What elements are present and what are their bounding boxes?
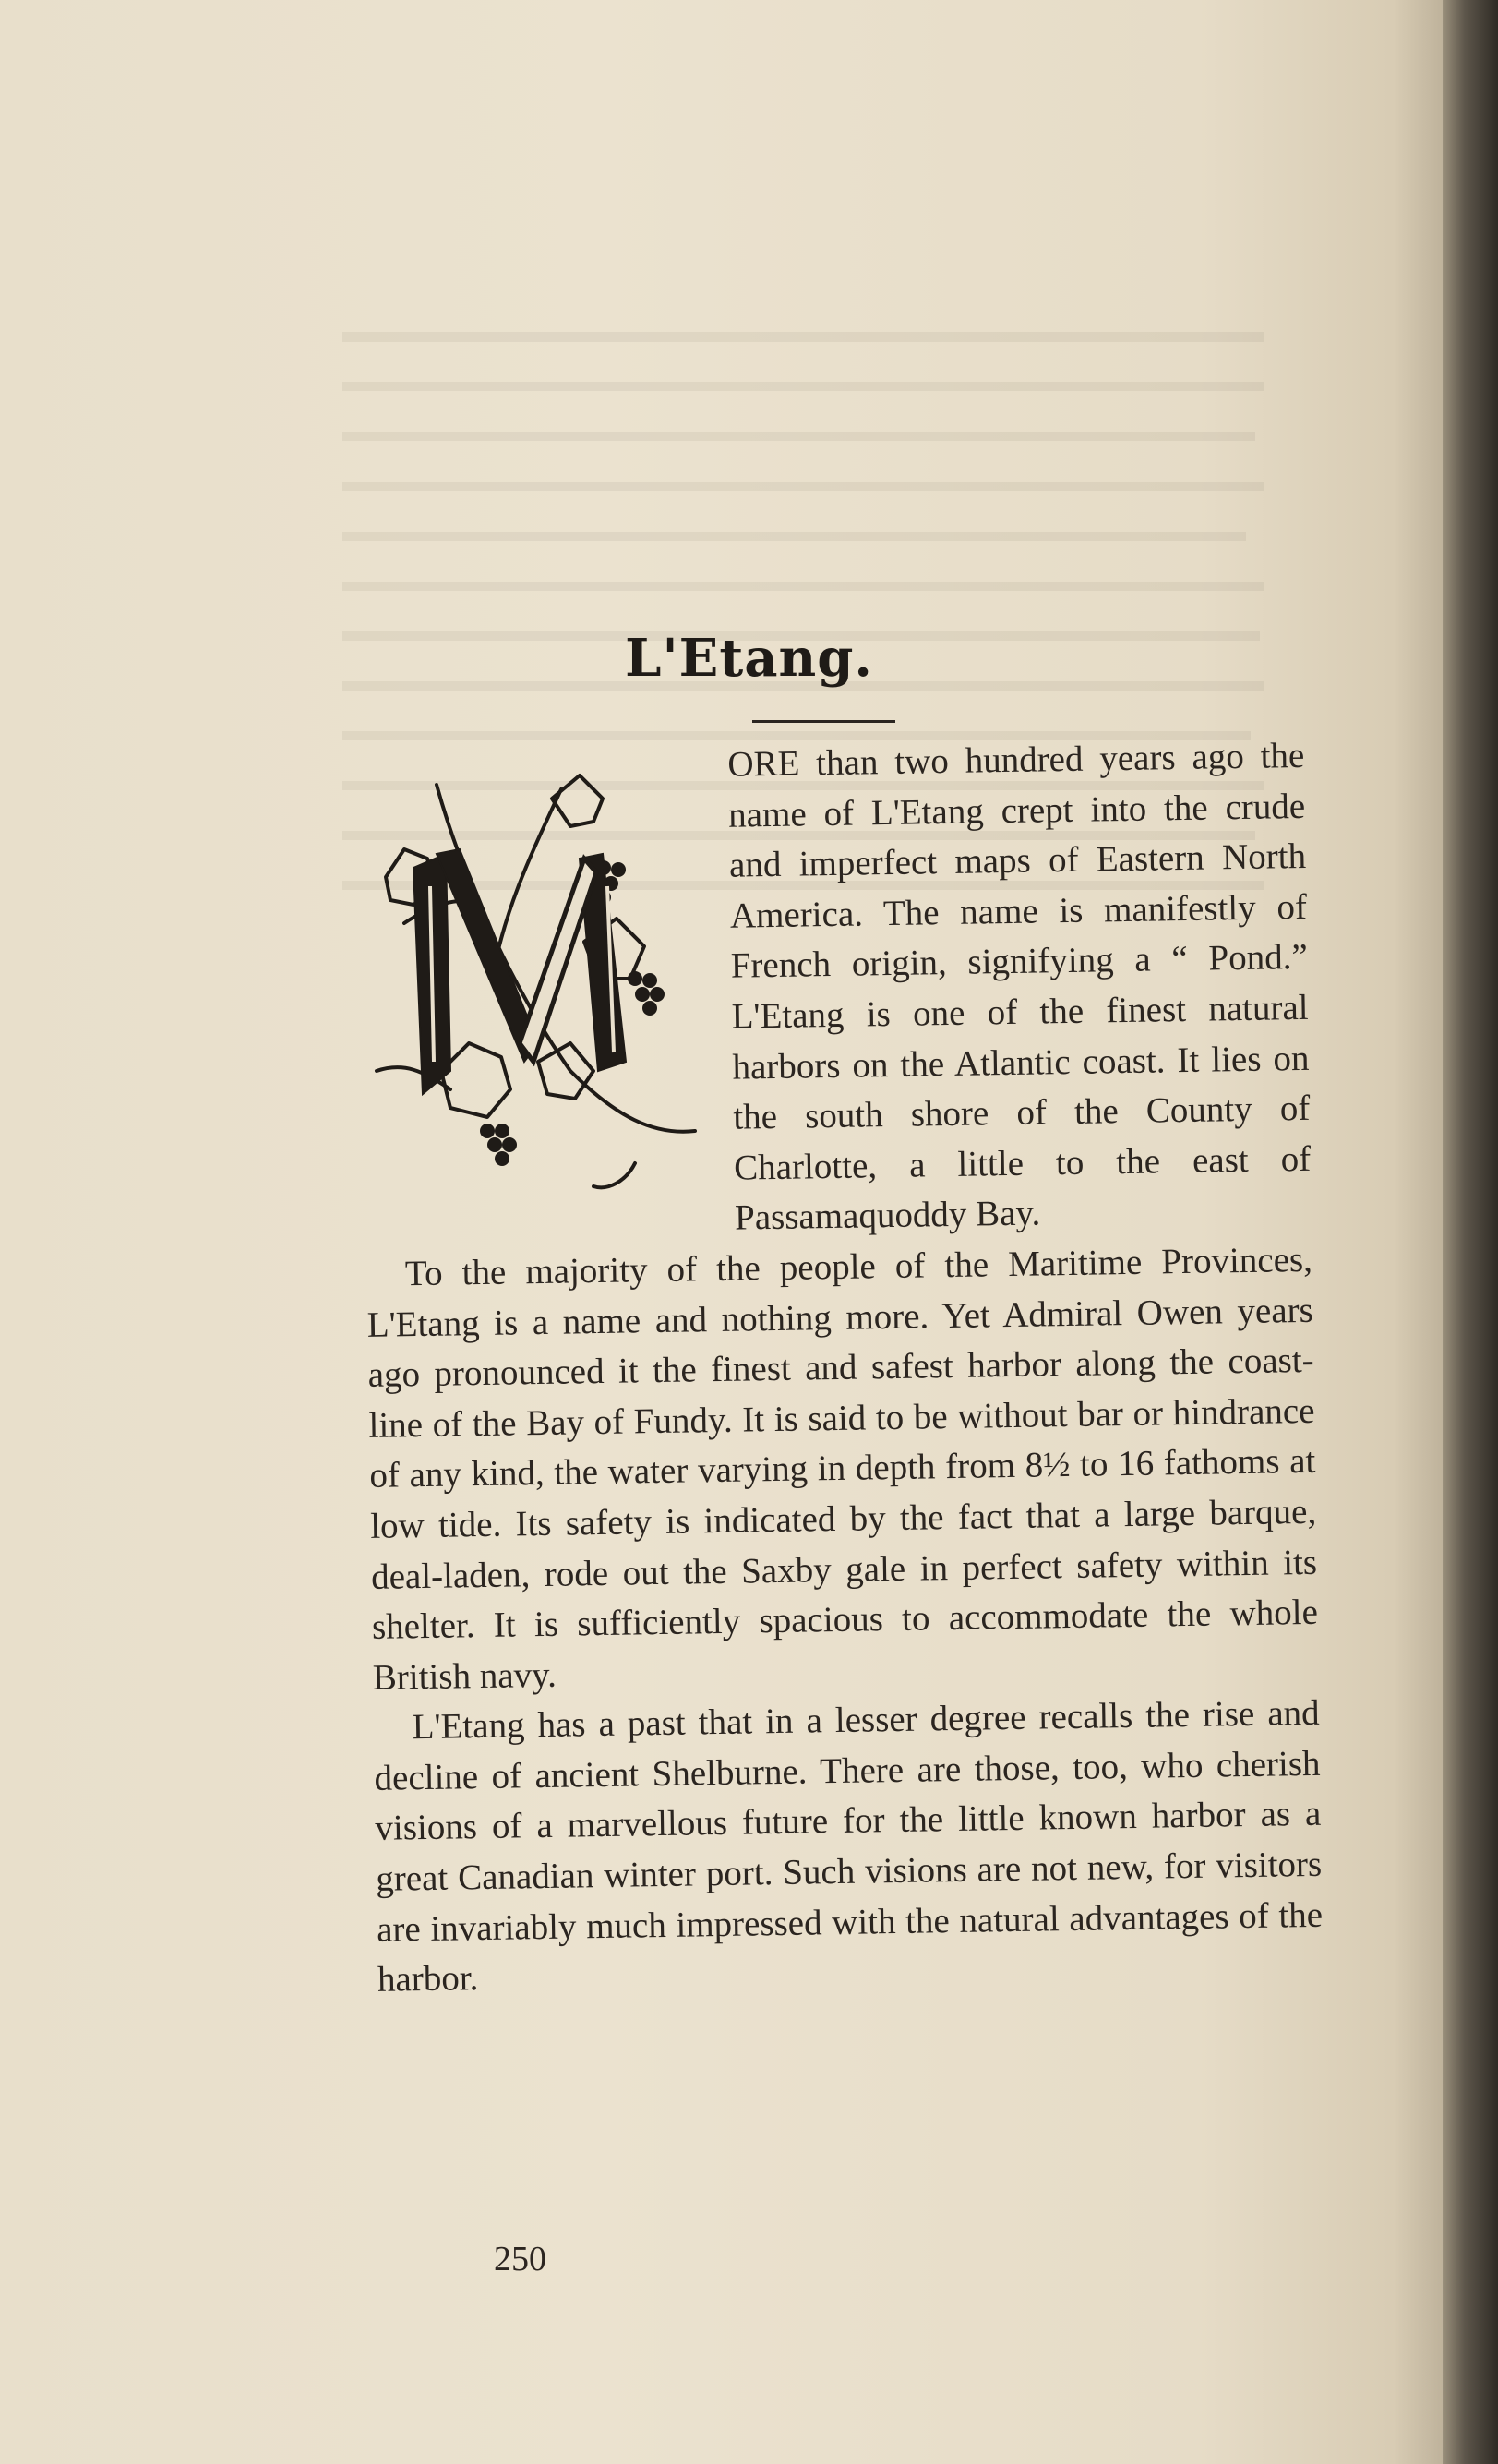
paragraph-3: L'Etang has a past that in a lesser degree recalls the rise and decline of ancient Shelburne. There are those, too, who cherish visions of a marvellous future for the little known harbor as a great Canadian winter port. Such visions are not new, for visitors are invariably much impressed with the natural advantages of the harbor. — [374, 1693, 1324, 2001]
drop-cap-space — [358, 750, 735, 1235]
paragraph-1: ORE than two hundred years ago the name of L'Etang crept into the crude and imperfect maps of Eastern North America. The name is manifestly of French origin, signifying a “ Pond.” L'Etang is one of the finest natural harbors on the Atlantic coast. It lies on the south shore of the County of Charlotte, a little to the east of Passamaquoddy Bay. — [727, 735, 1312, 1238]
page-title: L'Etang. — [625, 628, 873, 689]
body-text — [358, 731, 1324, 2006]
paragraph-2: To the majority of the people of the Maritime Provinces, L'Etang is a name and nothing more. Yet Admiral Owen years ago pronounced it the finest and safest harbor along the coast-line of the Bay of Fundy. It is said to be without bar or hindrance of any kind, the water varying in depth from 8½ to 16 fathoms at low tide. Its safety is indicated by the fact that a large barque, deal-laden, rode out the Saxby gale in perfect safety within its shelter. It is sufficiently spacious to accommodate the whole British navy. — [366, 1239, 1319, 1698]
book-spine-shadow — [1443, 0, 1498, 2464]
title-rule — [752, 720, 895, 723]
page-number: 250 — [494, 2240, 546, 2278]
